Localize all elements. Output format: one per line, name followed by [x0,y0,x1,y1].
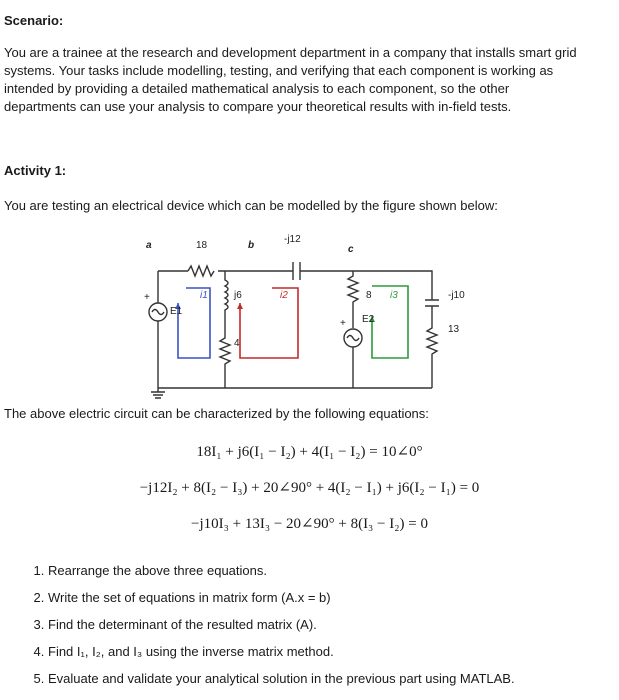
resistor-18 [188,266,214,276]
activity-heading: Activity 1: [4,163,67,178]
plus-e2: + [340,318,346,329]
loop-i3-label: i3 [390,290,398,301]
node-c-label: c [348,244,354,255]
capacitor-j12 [293,262,300,280]
loop-i2-label: i2 [280,290,288,301]
equation-1-rhs: 10∠0° [381,444,423,460]
source-e1-label: E1 [170,306,183,317]
equation-2-rhs: 0 [471,480,480,496]
scenario-line: intended by providing a detailed mathematical analysis to each component, so the other [4,81,510,96]
equation-1 [0,442,619,461]
capacitor-j10-label: -j10 [448,290,465,301]
scenario-line: systems. Your tasks include modelling, testing, and verifying that each component is working as [4,63,554,78]
loop-i2 [240,288,298,358]
inductor-j6-label: j6 [234,290,242,301]
task-item: 1. Rearrange the above three equations. [48,562,515,589]
resistor-13-label: 13 [448,324,460,335]
loop-i1-label: i1 [200,290,208,301]
equation-3 [0,514,619,533]
task-list [22,562,515,697]
equation-3-rhs: 0 [420,516,428,532]
task-item: 2. Write the set of equations in matrix form (A.x = b) [48,589,515,616]
equations-intro: The above electric circuit can be characterized by the following equations: [4,406,429,421]
scenario-line: departments can use your analysis to compare your theoretical results with in-field tests. [4,99,512,114]
scenario-heading: Scenario: [4,13,64,28]
activity-intro: You are testing an electrical device which can be modelled by the figure shown below: [4,198,498,213]
capacitor-j12-label: -j12 [284,234,301,245]
task-item: 3. Find the determinant of the resulted matrix (A). [48,616,515,643]
capacitor-j10 [425,300,439,306]
inductor-j6-resistor-4 [220,271,230,388]
node-b-label: b [248,240,255,251]
circuit-diagram [140,228,500,400]
equation-1-lhs: 18I₁ + j6(I₁ − I₂) + 4(I₁ − I₂) = [196,444,382,460]
equation-3-lhs: −j10I₃ + 13I₃ − 20∠90° + 8(I₃ − I₂) = [191,516,421,532]
resistor-8-label: 8 [366,290,372,301]
resistor-4-label: 4 [234,338,240,349]
resistor-8 [348,271,358,328]
equation-2-lhs: −j12I₂ + 8(I₂ − I₃) + 20∠90° + 4(I₂ − I₁) + j6(I₂ − I₁) = [139,480,472,496]
plus-e1: + [144,292,150,303]
scenario-line: You are a trainee at the research and development department in a company that installs smart grid [4,45,577,60]
resistor-13 [427,306,437,388]
node-a-label: a [146,240,152,251]
scenario-paragraph [4,44,610,116]
resistor-18-label: 18 [196,240,208,251]
task-item: 5. Evaluate and validate your analytical solution in the previous part using MATLAB. [48,670,515,697]
equation-2 [0,478,619,497]
source-e2-label: E2 [362,314,375,325]
task-item: 4. Find I₁, I₂, and I₃ using the inverse matrix method. [48,643,515,670]
